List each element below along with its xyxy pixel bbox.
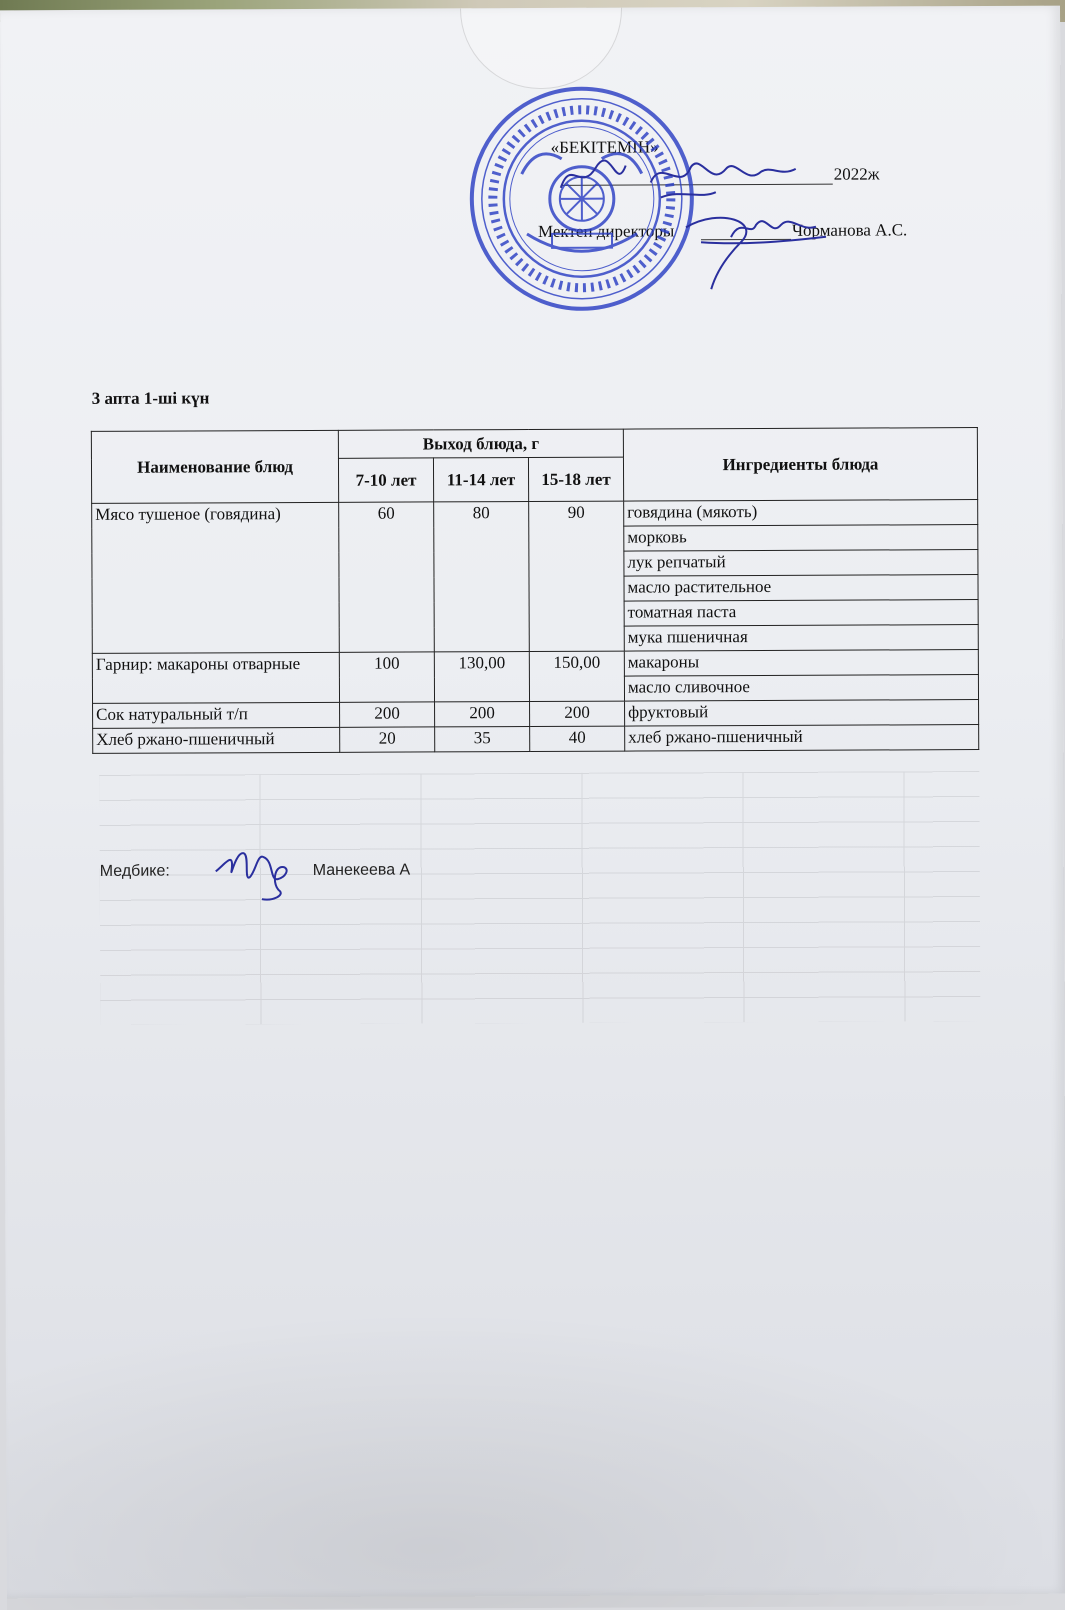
director-signature bbox=[681, 197, 831, 293]
yield-7-10: 60 bbox=[339, 502, 435, 652]
dish-name: Гарнир: макароны отварные bbox=[92, 652, 339, 703]
director-label: Мектеп директоры bbox=[537, 221, 675, 241]
yield-11-14: 200 bbox=[435, 702, 530, 727]
yield-15-18: 150,00 bbox=[529, 651, 624, 701]
ingredient: фруктовый bbox=[625, 700, 979, 727]
header-ingredients: Ингредиенты блюда bbox=[623, 428, 977, 502]
table-row bbox=[93, 700, 979, 729]
header-age-7-10: 7-10 лет bbox=[338, 458, 433, 502]
director-name: Чорманова А.С. bbox=[791, 220, 908, 240]
dish-name: Сок натуральный т/п bbox=[93, 702, 340, 728]
dish-name: Мясо тушеное (говядина) bbox=[92, 502, 340, 653]
header-dish-name: Наименование блюд bbox=[91, 430, 338, 503]
header-yield: Выход блюда, г bbox=[338, 429, 623, 458]
menu-day-title: 3 апта 1-ші күн bbox=[91, 388, 210, 408]
ingredient: морковь bbox=[624, 525, 978, 552]
nurse-name: Манекеева А bbox=[312, 861, 411, 879]
ingredient: говядина (мякоть) bbox=[624, 500, 978, 527]
yield-7-10: 100 bbox=[339, 652, 434, 702]
nurse-signature bbox=[214, 841, 294, 903]
yield-7-10: 200 bbox=[340, 702, 435, 727]
table-row bbox=[92, 500, 978, 529]
yield-15-18: 200 bbox=[530, 701, 625, 726]
ingredient: хлеб ржано-пшеничный bbox=[625, 725, 979, 752]
table-row bbox=[93, 725, 979, 754]
menu-table bbox=[91, 427, 979, 754]
approval-title: «БЕКІТЕМІН» bbox=[550, 137, 659, 157]
table-row bbox=[92, 650, 978, 679]
table-header-row bbox=[91, 428, 977, 460]
shadow bbox=[6, 1306, 1065, 1610]
dish-name: Хлеб ржано-пшеничный bbox=[93, 727, 340, 753]
yield-11-14: 35 bbox=[435, 727, 530, 752]
yield-11-14: 80 bbox=[434, 502, 530, 652]
sleeve-notch bbox=[460, 8, 622, 90]
approval-year: 2022ж bbox=[833, 164, 880, 184]
ingredient: лук репчатый bbox=[624, 550, 978, 577]
yield-15-18: 40 bbox=[530, 726, 625, 751]
ingredient: макароны bbox=[624, 650, 978, 677]
header-age-15-18: 15-18 лет bbox=[528, 457, 623, 501]
yield-11-14: 130,00 bbox=[434, 652, 529, 702]
ingredient: масло сливочное bbox=[624, 675, 978, 702]
yield-7-10: 20 bbox=[340, 727, 435, 752]
ingredient: томатная паста bbox=[624, 600, 978, 627]
header-age-11-14: 11-14 лет bbox=[433, 458, 528, 502]
document-page bbox=[0, 6, 1065, 1599]
nurse-label: Медбике: bbox=[99, 862, 170, 880]
yield-15-18: 90 bbox=[529, 501, 625, 651]
ingredient: мука пшеничная bbox=[624, 625, 978, 652]
ingredient: масло растительное bbox=[624, 575, 978, 602]
